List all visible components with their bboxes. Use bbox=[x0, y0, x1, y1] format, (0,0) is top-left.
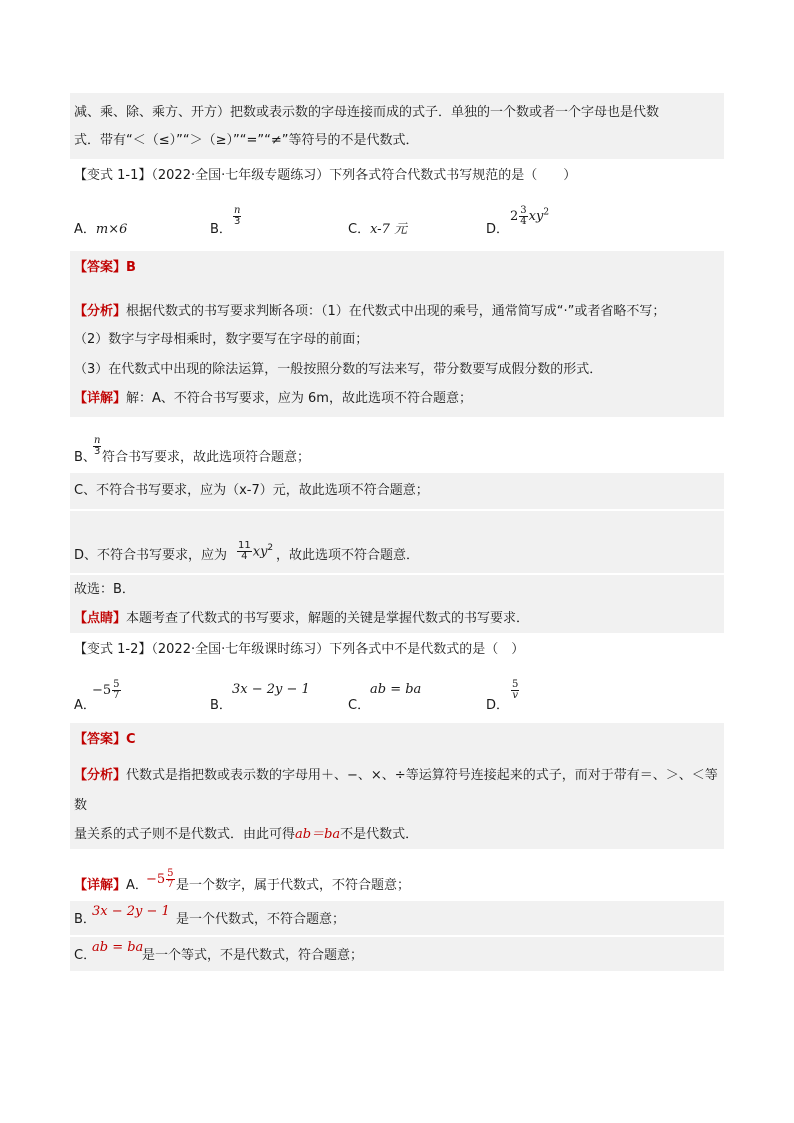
q1-analysis-3: （3）在代数式中出现的除法运算，一般按照分数的写法来写，带分数要写成假分数的形式． bbox=[74, 362, 603, 377]
q1-analysis-1: 【分析】根据代数式的书写要求判断各项：（1）在代数式中出现的乘号，通常简写成“·”或者省略不写； bbox=[74, 304, 666, 319]
q2-tag: 【变式 1-2】 bbox=[74, 642, 152, 657]
q2-option-a-expr: −5 $\frac{5}{7}$ bbox=[92, 679, 120, 701]
q2-answer: 【答案】C bbox=[74, 732, 136, 747]
q2-detail-a-expr: −5 $\frac{5}{7}$ bbox=[146, 868, 174, 890]
q1-option-c-expr: x-7 元 bbox=[370, 222, 407, 237]
q1-detail-c: C、不符合书写要求，应为（x-7）元，故此选项不符合题意； bbox=[74, 483, 429, 498]
q1-choose: 故选：B． bbox=[74, 582, 135, 597]
q2-option-c[interactable]: C． ab = ba bbox=[348, 682, 422, 713]
q2-detail-b-expr: 3x − 2y − 1 bbox=[92, 904, 170, 919]
q2-option-d-fraction: $\frac{5}{v}$ bbox=[512, 679, 519, 701]
q2-detail-c: C． ab = ba 是一个等式，不是代数式，符合题意； bbox=[70, 937, 724, 971]
q2-detail-a: 【详解】A． −5 $\frac{5}{7}$ 是一个数字，属于代数式，不符合题意； bbox=[74, 868, 411, 893]
q2-question: 下列各式中不是代数式的是（ ） bbox=[329, 642, 525, 657]
q2-detail-c-expr: ab = ba bbox=[92, 940, 144, 955]
q2-detail-b: B． 3x − 2y − 1 是一个代数式，不符合题意； bbox=[70, 901, 724, 935]
q1-detail-c-block bbox=[70, 473, 724, 509]
q1-source: （2022·全国·七年级专题练习） bbox=[151, 168, 330, 183]
q2-option-d[interactable]: D． $\frac{5}{v}$ bbox=[486, 679, 519, 713]
intro-line-1: 减、乘、除、乘方、开方）把数或表示数的字母连接而成的式子．单独的一个数或者一个字母也是代数 bbox=[74, 105, 660, 120]
q2-solution-block bbox=[70, 723, 724, 849]
q1-question: 下列各式符合代数式书写规范的是（ ） bbox=[329, 168, 577, 183]
q2-option-b[interactable]: B． 3x − 2y − 1 bbox=[210, 682, 310, 713]
q1-detail-b-fraction: $\frac{n}{3}$ bbox=[94, 435, 101, 457]
q1-option-a[interactable]: A．m×6 bbox=[74, 222, 128, 237]
q1-stem bbox=[70, 163, 724, 189]
q2-option-c-expr: ab = ba bbox=[370, 682, 422, 697]
q1-option-a-expr: m×6 bbox=[95, 222, 128, 237]
q2-stem bbox=[70, 637, 724, 663]
q1-option-b-fraction: $\frac{n}{3}$ bbox=[234, 205, 241, 227]
q1-detail-b: B、 $\frac{n}{3}$ 符合书写要求，故此选项符合题意； bbox=[74, 435, 311, 465]
q2-source: （2022·全国·七年级课时练习） bbox=[151, 642, 330, 657]
q1-option-b[interactable]: B． $\frac{n}{3}$ bbox=[210, 205, 241, 237]
q1-option-c[interactable]: C．x-7 元 bbox=[348, 222, 407, 237]
q1-tag: 【变式 1-1】 bbox=[74, 168, 152, 183]
q1-comment: 【点睛】本题考查了代数式的书写要求，解题的关键是掌握代数式的书写要求． bbox=[74, 611, 530, 626]
q1-conclusion-block bbox=[70, 575, 724, 633]
intro-block bbox=[70, 93, 724, 159]
q1-detail-a: 【详解】解：A、不符合书写要求，应为 6m，故此选项不符合题意； bbox=[74, 391, 472, 406]
q1-detail-d-expr: $\frac{11}{4}$ $xy^2$ bbox=[238, 540, 274, 562]
q1-detail-d: D、不符合书写要求，应为 $\frac{11}{4}$ $xy^2$ ，故此选项不符合题意． bbox=[70, 511, 724, 573]
intro-line-2: 式．带有“＜（≤）”“＞（≥）”“=”“≠”等符号的不是代数式． bbox=[74, 133, 419, 148]
q1-solution-block bbox=[70, 251, 724, 417]
q1-analysis-2: （2）数字与字母相乘时，数字要写在字母的前面； bbox=[74, 332, 369, 347]
q2-analysis-2: 量关系的式子则不是代数式．由此可得ab＝ba不是代数式． bbox=[74, 827, 419, 842]
q1-option-d[interactable]: D． 2 $\frac{3}{4}$ $xy^2$ bbox=[486, 205, 550, 237]
q1-options bbox=[70, 189, 724, 243]
q2-options bbox=[70, 663, 724, 715]
q2-option-a[interactable]: A． −5 $\frac{5}{7}$ bbox=[74, 679, 120, 713]
q2-option-b-expr: 3x − 2y − 1 bbox=[232, 682, 310, 697]
q1-answer: 【答案】B bbox=[74, 260, 136, 275]
document-page bbox=[70, 93, 724, 971]
q1-option-d-expr: 2 $\frac{3}{4}$ $xy^2$ bbox=[510, 205, 550, 227]
q2-analysis-1: 【分析】代数式是指把数或表示数的字母用＋、−、×、÷等运算符号连接起来的式子，而对于带有＝、＞、＜等数 bbox=[74, 768, 718, 813]
